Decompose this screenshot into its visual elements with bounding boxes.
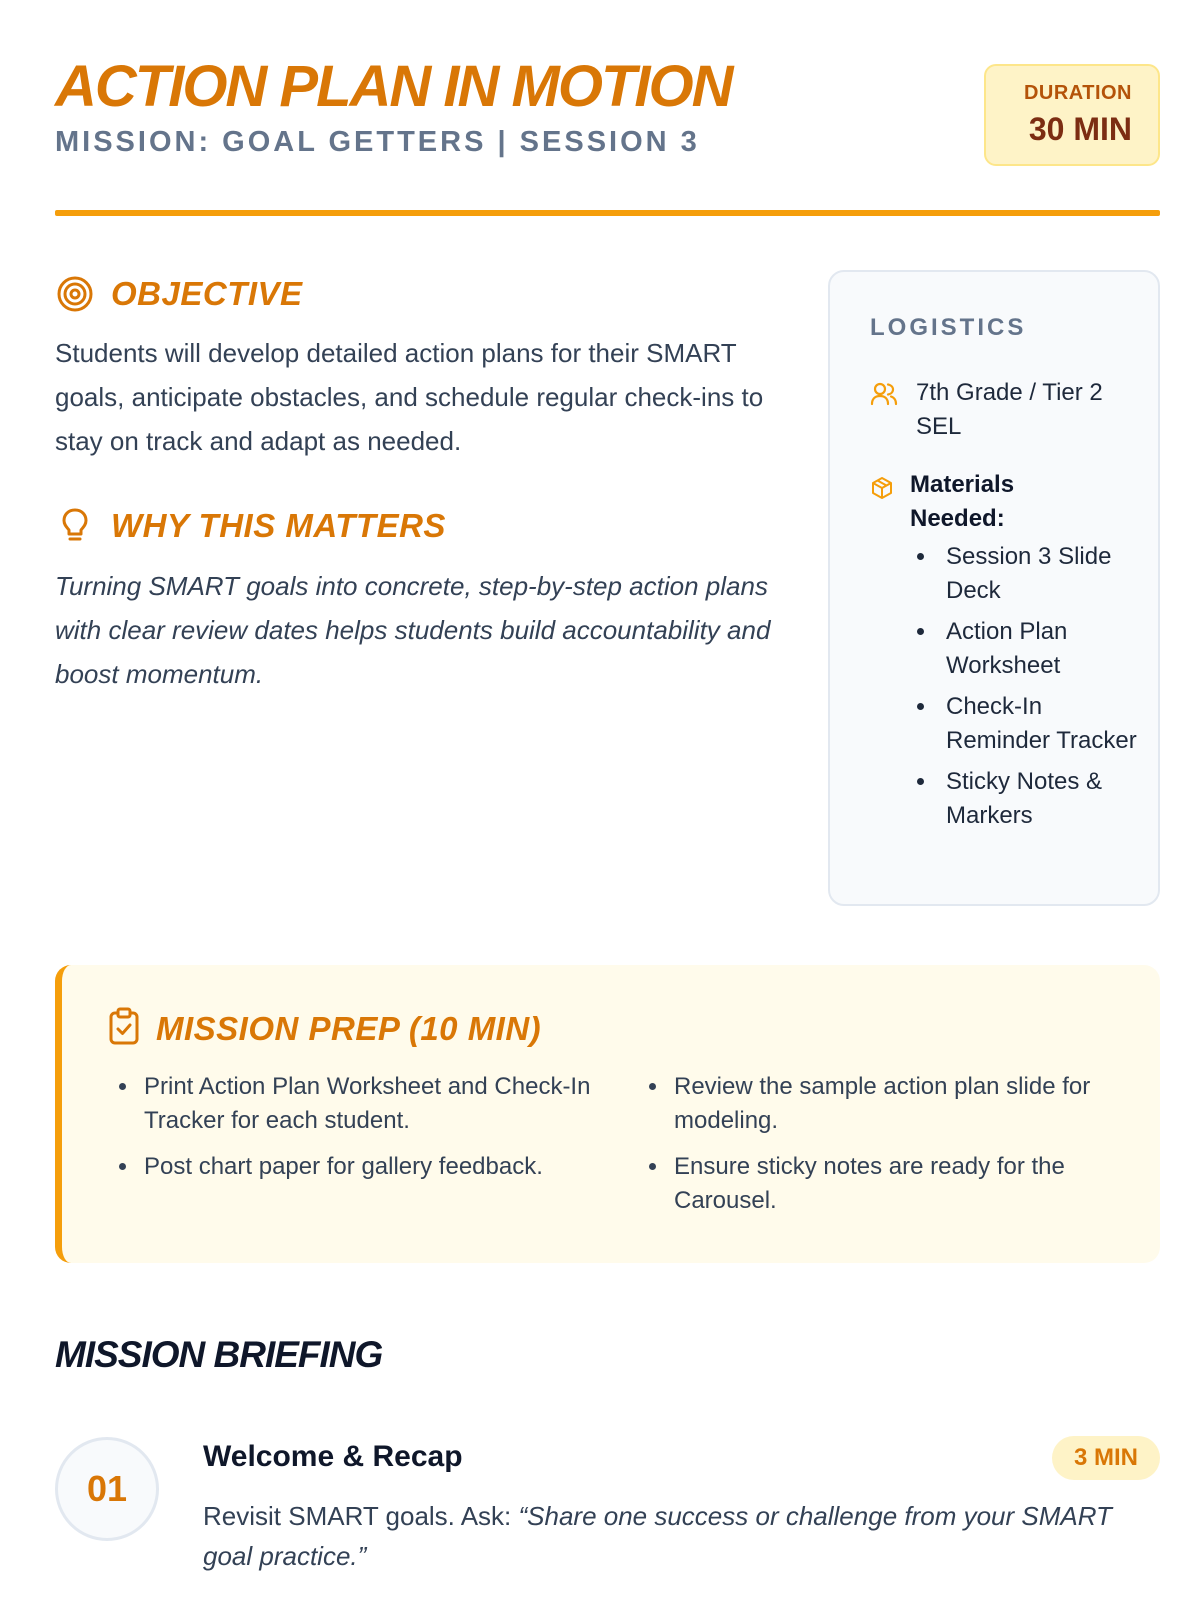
page-subtitle: MISSION: GOAL GETTERS | SESSION 3	[55, 126, 700, 158]
list-item: • Sticky Notes & Markers	[938, 765, 1148, 833]
step-title: Welcome & Recap	[203, 1440, 463, 1473]
logistics-grade	[870, 376, 1126, 444]
list-item: • Ensure sticky notes are ready for the Carousel.	[670, 1150, 1140, 1218]
objective-heading-text: OBJECTIVE	[111, 275, 303, 312]
duration-value: 30 MIN	[1028, 111, 1132, 147]
grade-text: 7th Grade / Tier 2 SEL	[916, 379, 1103, 440]
prep-heading-text: MISSION PREP (10 MIN)	[156, 1009, 542, 1047]
step-description	[203, 1496, 1133, 1576]
target-icon	[55, 274, 95, 314]
duration-badge	[984, 64, 1160, 166]
logistics-materials	[870, 468, 1030, 536]
materials-list	[920, 540, 1148, 840]
package-icon	[870, 468, 894, 536]
materials-heading: Materials Needed:	[910, 471, 1015, 532]
list-item: • Check-In Reminder Tracker	[938, 690, 1148, 758]
list-item: • Review the sample action plan slide for modeling.	[670, 1070, 1140, 1138]
step-description-text: Revisit SMART goals. Ask:	[203, 1501, 519, 1531]
header-divider	[55, 210, 1160, 216]
mission-prep-card	[55, 965, 1160, 1263]
page-title: ACTION PLAN IN MOTION	[55, 54, 732, 119]
clipboard-check-icon	[108, 1007, 140, 1050]
list-item: • Post chart paper for gallery feedback.	[140, 1150, 594, 1184]
objective-text: Students will develop detailed action plans for their SMART goals, anticipate obstacles, and schedule regular check-ins to stay on track and adapt as needed.	[55, 338, 764, 456]
why-heading	[55, 506, 446, 546]
prep-list-right	[646, 1070, 1140, 1230]
logistics-title: LOGISTICS	[870, 314, 1027, 341]
why-text: Turning SMART goals into concrete, step-by-step action plans with clear review dates helps students build accountability and boost momentum.	[55, 571, 771, 689]
step-number: 01	[55, 1437, 159, 1541]
objective-heading	[55, 274, 303, 314]
users-icon	[870, 376, 898, 444]
step-time-text: 3 MIN	[1073, 1444, 1138, 1471]
prep-list-left	[116, 1070, 594, 1196]
prep-heading	[108, 1007, 541, 1050]
list-item: • Action Plan Worksheet	[938, 615, 1148, 683]
why-heading-text: WHY THIS MATTERS	[111, 507, 446, 544]
list-item: • Print Action Plan Worksheet and Check-In Tracker for each student.	[140, 1070, 594, 1138]
header	[55, 52, 1160, 212]
briefing-title: MISSION BRIEFING	[55, 1334, 383, 1375]
step-time-badge	[1052, 1436, 1160, 1480]
lightbulb-icon	[55, 506, 95, 546]
step-description-quote: “Share one success or challenge from your SMART goal practice.”	[203, 1501, 1112, 1571]
duration-label: DURATION	[1023, 82, 1132, 104]
list-item: • Session 3 Slide Deck	[938, 540, 1148, 608]
logistics-card	[828, 270, 1160, 906]
